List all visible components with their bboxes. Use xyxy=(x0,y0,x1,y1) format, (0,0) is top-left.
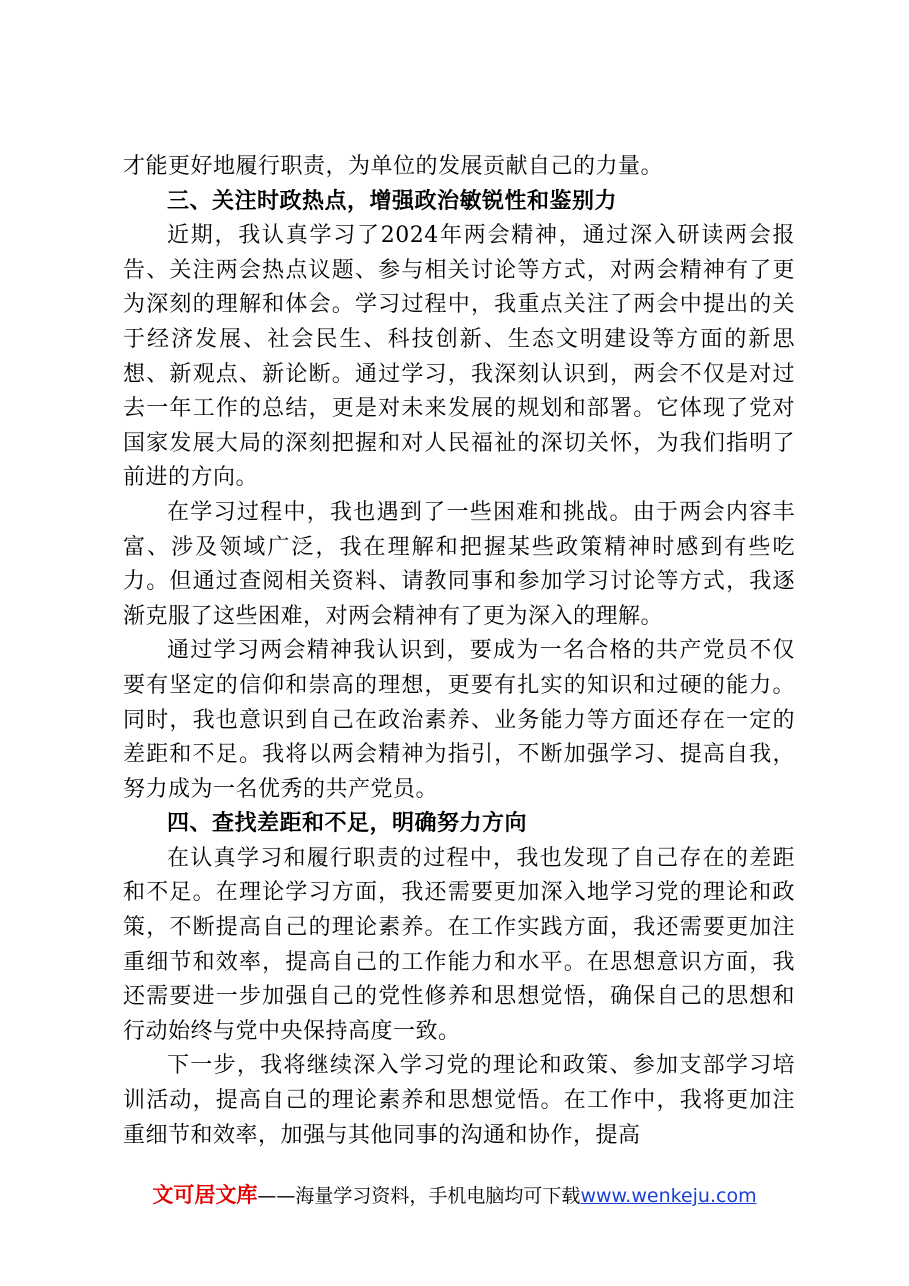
section-heading-4: 四、查找差距和不足，明确努力方向 xyxy=(167,811,528,837)
body-paragraph: 近期，我认真学习了2024年两会精神，通过深入研读两会报告、关注两会热点议题、参与相关讨论等方式，对两会精神有了更为深刻的理解和体会。学习过程中，我重点关注了两会中提出的关于经济发展、社会民生、科技创新、生态文明建设等方面的新思想、新观点、新论断。通过学习，我深刻认识到，两会不仅是对过去一年工作的总结，更是对未来发展的规划和部署。它体现了党对国家发展大局的深刻把握和对人民福祉的深切关怀，为我们指明了前进的方向。 xyxy=(123,223,795,491)
body-paragraph: 在认真学习和履行职责的过程中，我也发现了自己存在的差距和不足。在理论学习方面，我还需要更加深入地学习党的理论和政策，不断提高自己的理论素养。在工作实践方面，我还需要更加注重细节和效率，提高自己的工作能力和水平。在思想意识方面，我还需要进一步加强自己的党性修养和思想觉悟，确保自己的思想和行动始终与党中央保持高度一致。 xyxy=(123,845,795,1044)
document-page xyxy=(123,150,795,1153)
body-paragraph: 下一步，我将继续深入学习党的理论和政策、参加支部学习培训活动，提高自己的理论素养和思想觉悟。在工作中，我将更加注重细节和效率，加强与其他同事的沟通和协作，提高 xyxy=(123,1053,795,1148)
continuation-paragraph: 才能更好地履行职责，为单位的发展贡献自己的力量。 xyxy=(123,154,664,179)
footer-tagline: ——海量学习资料，手机电脑均可下载 xyxy=(257,1185,581,1207)
body-paragraph: 在学习过程中，我也遇到了一些困难和挑战。由于两会内容丰富、涉及领域广泛，我在理解和把握某些政策精神时感到有些吃力。但通过查阅相关资料、请教同事和参加学习讨论等方式，我逐渐克服了这些困难，对两会精神有了更为深入的理解。 xyxy=(123,499,795,629)
body-paragraph: 通过学习两会精神我认识到，要成为一名合格的共产党员不仅要有坚定的信仰和崇高的理想，更要有扎实的知识和过硬的能力。同时，我也意识到自己在政治素养、业务能力等方面还存在一定的差距和不足。我将以两会精神为指引，不断加强学习、提高自我，努力成为一名优秀的共产党员。 xyxy=(123,638,795,802)
footer-website-link[interactable]: www.wenkeju.com xyxy=(580,1185,757,1207)
footer-banner xyxy=(0,1180,909,1211)
footer-brand: 文可居文库 xyxy=(152,1183,258,1207)
section-heading-3: 三、关注时政热点，增强政治敏锐性和鉴别力 xyxy=(167,188,618,214)
